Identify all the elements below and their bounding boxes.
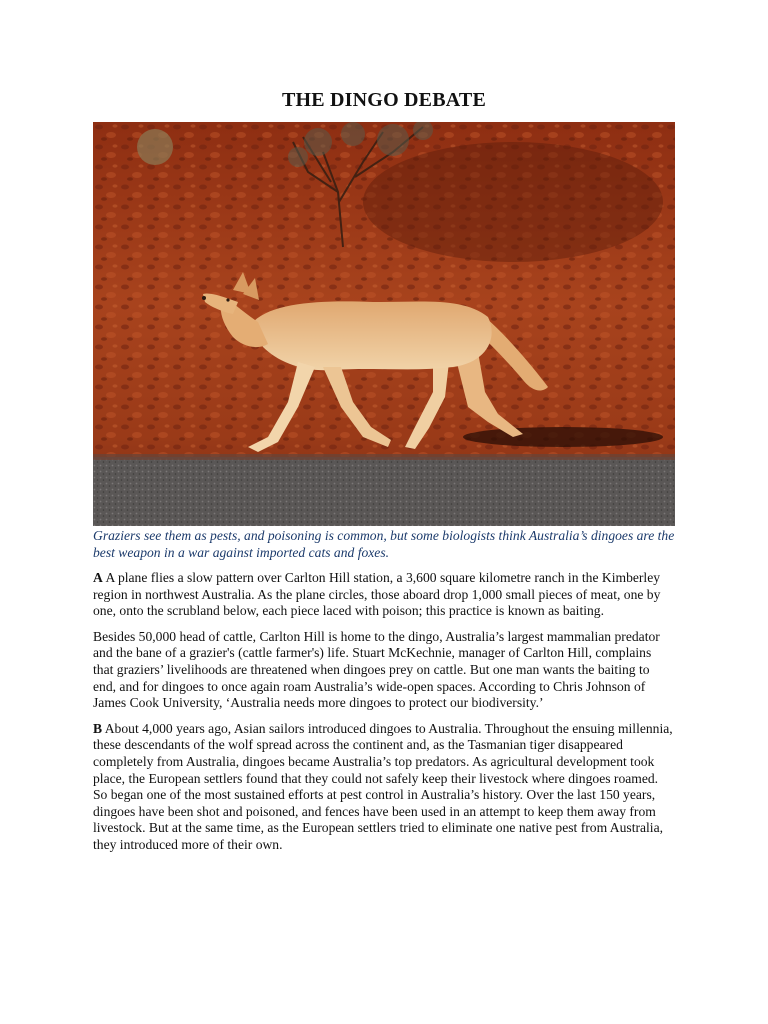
paragraph-letter: A	[93, 570, 103, 585]
paragraph-a	[93, 570, 675, 620]
paragraph-text: A plane flies a slow pattern over Carlton Hill station, a 3,600 square kilometre ranch in the Kimberley region in northwest Australia. As the plane circles, those aboard drop 1,000 small pieces of meat, one by one, onto the scrubland below, each piece laced with poison; this practice is known as baiting.	[93, 570, 661, 619]
document-page	[93, 0, 675, 854]
paragraph-text: Besides 50,000 head of cattle, Carlton Hill is home to the dingo, Australia’s largest mammalian predator and the bane of a grazier's (cattle farmer's) life. Stuart McKechnie, manager of Carlton Hill, complains that graziers’ livelihoods are threatened when dingoes prey on cattle. But one man wants the baiting to end, and for dingoes to once again roam Australia’s wide-open spaces. According to Chris Johnson of James Cook University, ‘Australia needs more dingoes to protect our biodiversity.’	[93, 628, 660, 711]
dingo-photo	[93, 122, 675, 526]
photo-caption: Graziers see them as pests, and poisoning is common, but some biologists think Australia’s dingoes are the best weapon in a war against imported cats and foxes.	[93, 528, 675, 560]
paragraph-text: About 4,000 years ago, Asian sailors introduced dingoes to Australia. Throughout the ensuing millennia, these descendants of the wolf spread across the continent and, as the Tasmanian tiger disappeared completely from Australia, dingoes became Australia’s top predators. As agricultural development took place, the European settlers found that they could not safely keep their livestock where dingoes roamed. So began one of the most sustained efforts at pest control in Australia’s history. Over the last 150 years, dingoes have been shot and poisoned, and fences have been used in an attempt to keep them away from livestock. But at the same time, as the European settlers tried to eliminate one native pest from Australia, they introduced more of their own.	[93, 720, 673, 852]
page-title: THE DINGO DEBATE	[282, 89, 486, 111]
paragraph-b	[93, 721, 675, 854]
paragraph-a-continued	[93, 629, 675, 712]
paragraph-letter: B	[93, 720, 103, 736]
